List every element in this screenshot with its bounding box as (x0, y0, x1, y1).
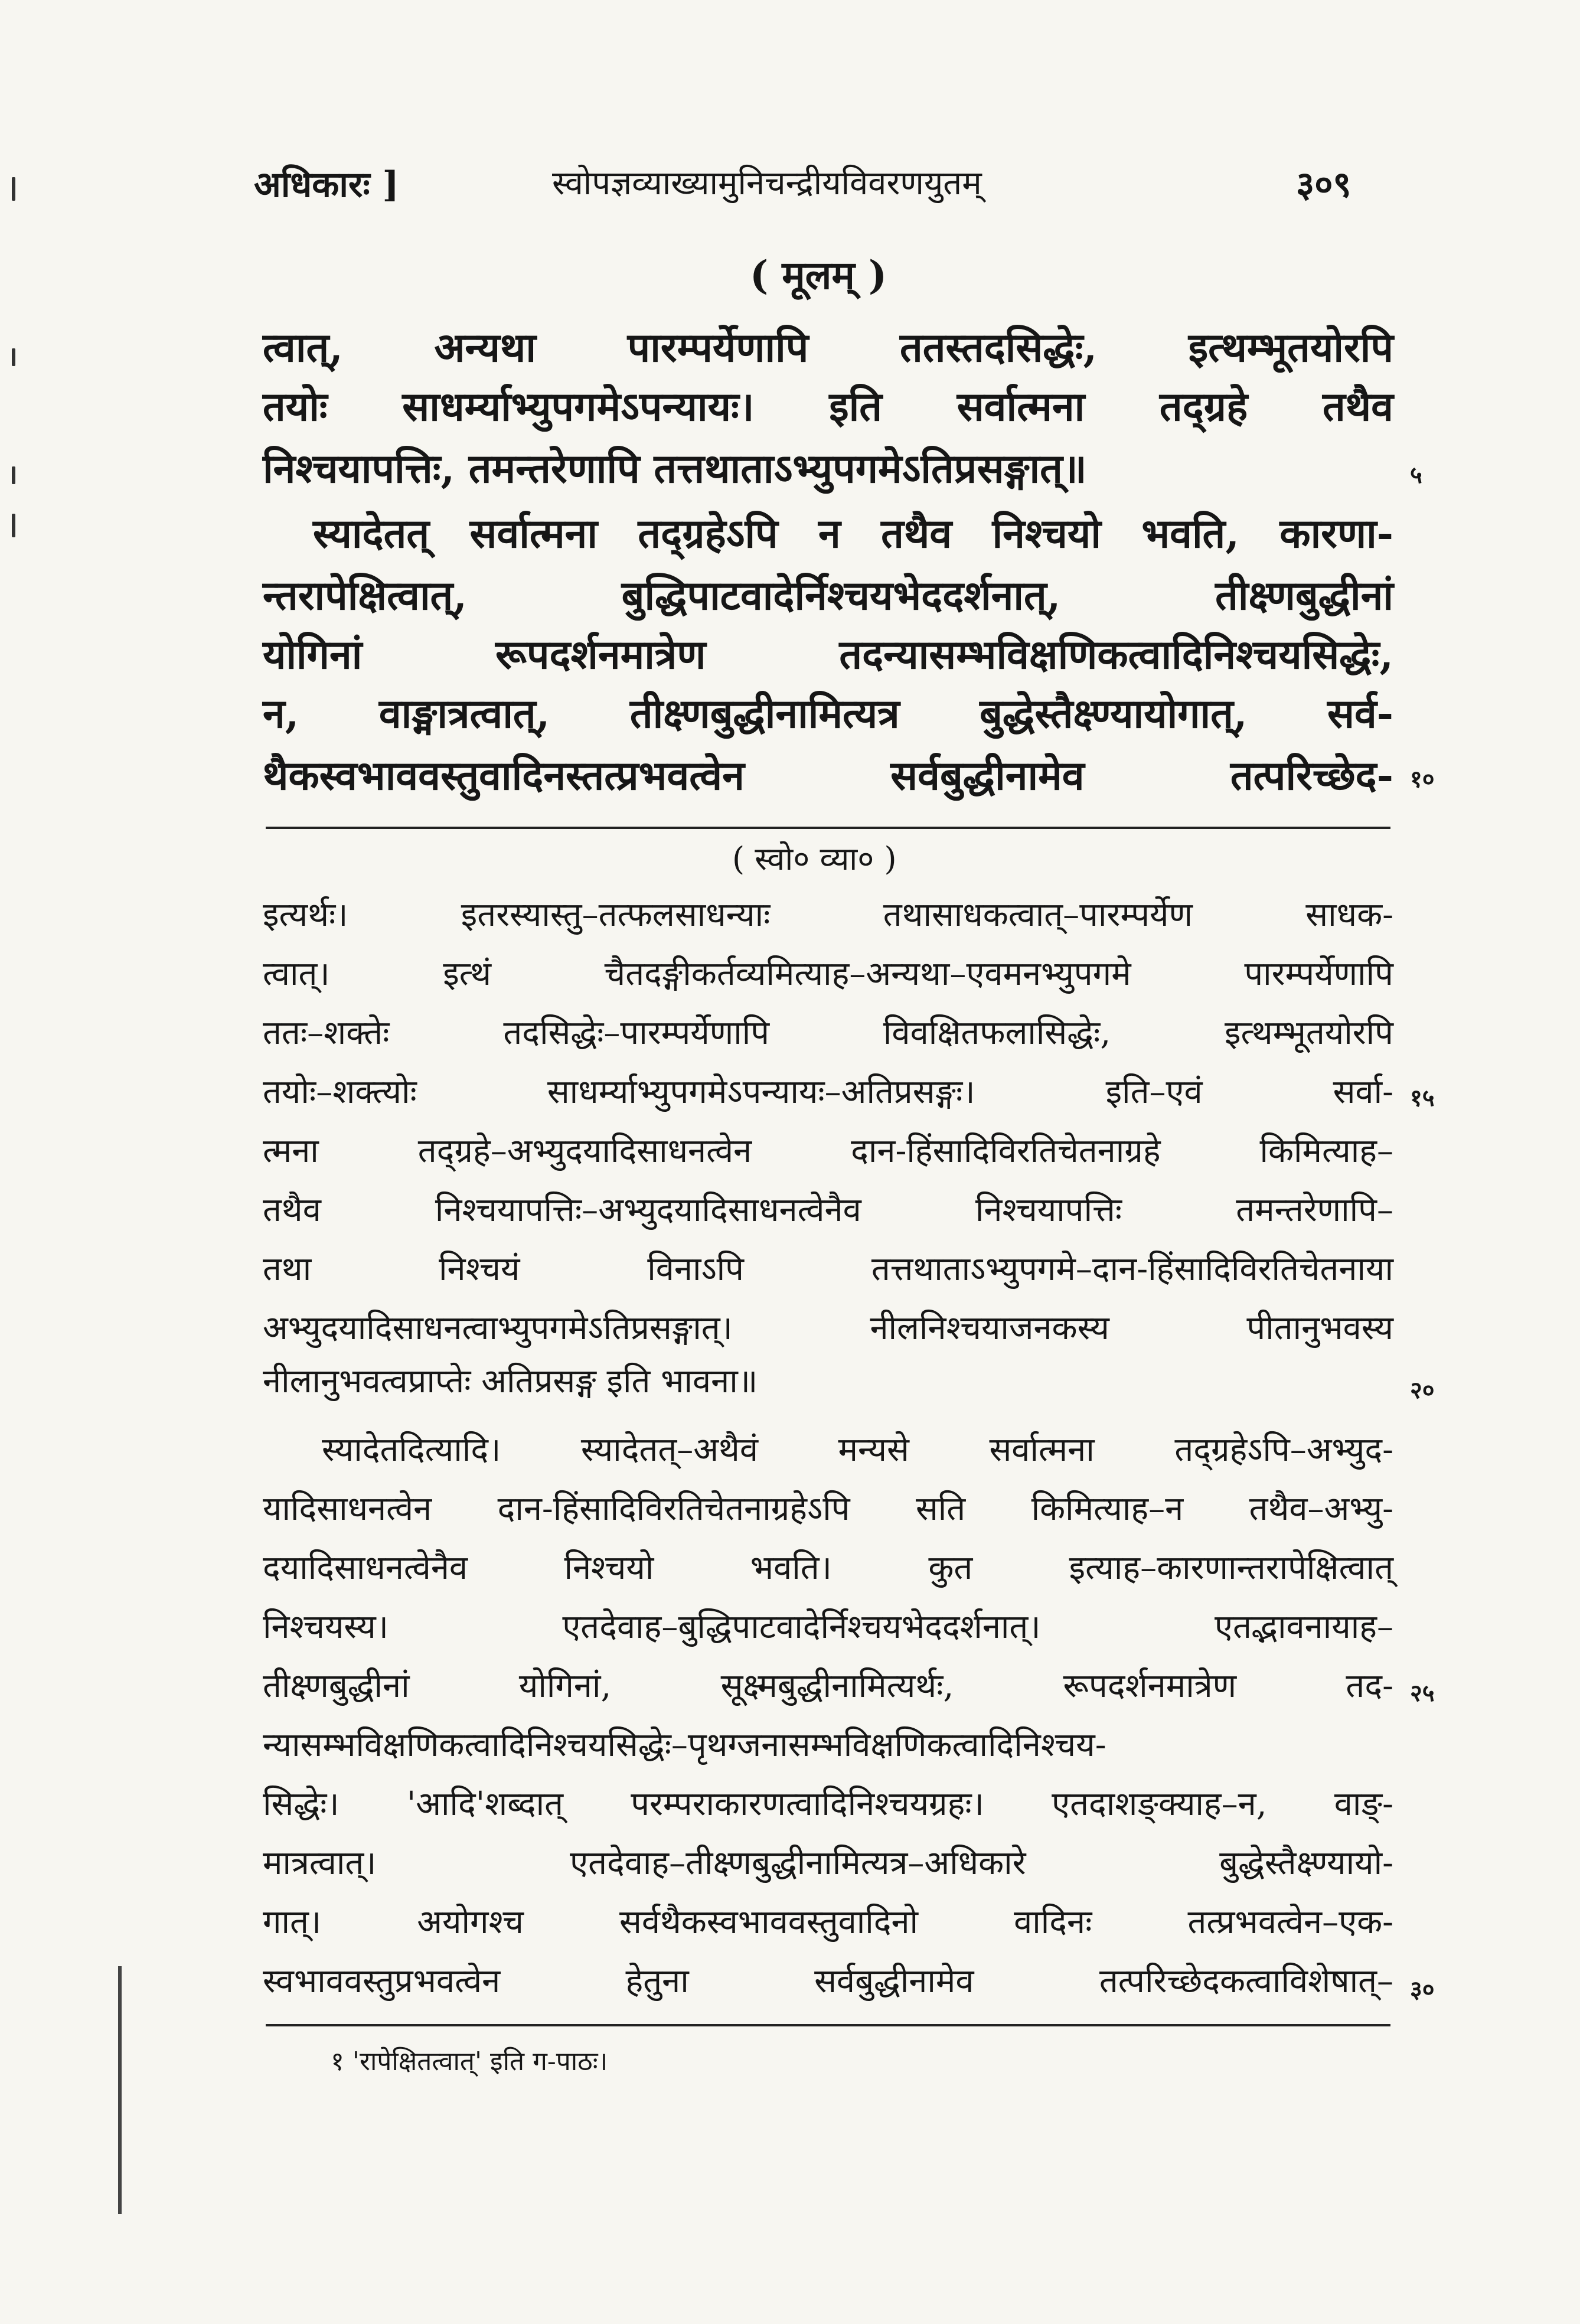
commentary-line: गात्। अयोगश्च सर्वथैकस्वभाववस्तुवादिनो वादिनः तत्प्रभवत्वेन–एक- (263, 1903, 1393, 1941)
footnote: १ 'रापेक्षितत्वात्' इति ग-पाठः। (331, 2046, 608, 2077)
line-number: ३० (1410, 1976, 1435, 2003)
commentary-line: न्यासम्भविक्षणिकत्वादिनिश्चयसिद्धेः–पृथग्जनासम्भविक्षणिकत्वादिनिश्चय- (263, 1726, 1106, 1764)
commentary-line: सिद्धेः। 'आदि'शब्दात् परम्पराकारणत्वादिनिश्चयग्रहः। एतदाशङ्क्याह–न, वाङ्- (263, 1785, 1393, 1823)
commentary-line: स्यादेतदित्यादि। स्यादेतत्–अथैवं मन्यसे सर्वात्मना तद्ग्रहेऽपि–अभ्युद- (322, 1431, 1393, 1469)
page-number: ३०९ (1296, 164, 1352, 205)
commentary-line: दयादिसाधनत्वेनैव निश्चयो भवति। कुत इत्याह–कारणान्तरापेक्षित्वात् (263, 1549, 1393, 1587)
mulam-line: न्तरापेक्षित्वात्, बुद्धिपाटवादेर्निश्चयभेददर्शनात्, तीक्ष्णबुद्धीनां (263, 572, 1393, 619)
mulam-line: निश्चयापत्तिः, तमन्तरेणापि तत्तथाताऽभ्युपगमेऽतिप्रसङ्गात्॥ (263, 445, 1087, 492)
commentary-line: तथा निश्चयं विनाऽपि तत्तथाताऽभ्युपगमे–दान-हिंसादिविरतिचेतनाया (263, 1250, 1393, 1288)
line-number: १५ (1410, 1084, 1435, 1112)
commentary-heading: ( स्वो० व्या० ) (732, 840, 897, 877)
binding-mark (12, 466, 15, 484)
commentary-line: नीलानुभवत्वप्राप्तेः अतिप्रसङ्ग इति भावना॥ (263, 1362, 758, 1401)
commentary-line: यादिसाधनत्वेन दान-हिंसादिविरतिचेतनाग्रहेऽपि सति किमित्याह–न तथैव–अभ्यु- (263, 1490, 1393, 1528)
commentary-line: निश्चयस्य। एतदेवाह–बुद्धिपाटवादेर्निश्चयभेददर्शनात्। एतद्भावनायाह– (263, 1608, 1393, 1646)
line-number: २५ (1410, 1679, 1435, 1707)
mulam-line: थैकस्वभाववस्तुवादिनस्तत्प्रभवत्वेन सर्वबुद्धीनामेव तत्परिच्छेद- (263, 752, 1393, 799)
header-center: स्वोपज्ञव्याख्यामुनिचन्द्रीयविवरणयुतम् (552, 164, 982, 203)
binding-mark (12, 348, 15, 366)
footnote-divider (266, 2024, 1390, 2026)
mulam-line: योगिनां रूपदर्शनमात्रेण तदन्यासम्भविक्षणिकत्वादिनिश्चयसिद्धेः, (263, 631, 1393, 678)
line-number: १० (1410, 765, 1435, 793)
commentary-line: तयोः–शक्त्योः साधर्म्याभ्युपगमेऽपन्यायः–अतिप्रसङ्गः। इति–एवं सर्वा- (263, 1073, 1393, 1111)
binding-edge-line (118, 1966, 122, 2214)
header-left: अधिकारः ] (254, 164, 399, 205)
commentary-line: तीक्ष्णबुद्धीनां योगिनां, सूक्ष्मबुद्धीनामित्यर्थः, रूपदर्शनमात्रेण तद- (263, 1667, 1393, 1705)
commentary-line: इत्यर्थः। इतरस्यास्तु–तत्फलसाधन्याः तथासाधकत्वात्–पारम्पर्येण साधक- (263, 896, 1393, 934)
commentary-line: त्वात्। इत्थं चैतदङ्गीकर्तव्यमित्याह–अन्यथा–एवमनभ्युपगमे पारम्पर्येणापि (263, 955, 1393, 993)
binding-mark (12, 514, 15, 537)
mulam-line: त्वात्, अन्यथा पारम्पर्येणापि ततस्तदसिद्धेः, इत्थम्भूतयोरपि (263, 324, 1393, 371)
section-divider (266, 827, 1390, 829)
line-number: २० (1410, 1376, 1435, 1404)
binding-mark (12, 177, 15, 201)
commentary-line: स्वभाववस्तुप्रभवत्वेन हेतुना सर्वबुद्धीनामेव तत्परिच्छेदकत्वाविशेषात्– (263, 1962, 1393, 2000)
commentary-line: मात्रत्वात्। एतदेवाह–तीक्ष्णबुद्धीनामित्यत्र–अधिकारे बुद्धेस्तैक्ष्ण्यायो- (263, 1844, 1393, 1882)
line-number: ५ (1410, 461, 1422, 489)
commentary-line: तथैव निश्चयापत्तिः–अभ्युदयादिसाधनत्वेनैव निश्चयापत्तिः तमन्तरेणापि– (263, 1191, 1393, 1229)
mulam-line: स्यादेतत् सर्वात्मना तद्ग्रहेऽपि न तथैव निश्चयो भवति, कारणा- (313, 510, 1393, 557)
commentary-line: अभ्युदयादिसाधनत्वाभ्युपगमेऽतिप्रसङ्गात्। नीलनिश्चयाजनकस्य पीतानुभवस्य (263, 1309, 1393, 1347)
commentary-line: त्मना तद्ग्रहे–अभ्युदयादिसाधनत्वेन दान-हिंसादिविरतिचेतनाग्रहे किमित्याह– (263, 1132, 1393, 1170)
mulam-heading: ( मूलम् ) (750, 252, 887, 298)
mulam-line: तयोः साधर्म्याभ्युपगमेऽपन्यायः। इति सर्वात्मना तद्ग्रहे तथैव (263, 383, 1393, 430)
commentary-line: ततः–शक्तेः तदसिद्धेः–पारम्पर्येणापि विवक्षितफलासिद्धेः, इत्थम्भूतयोरपि (263, 1014, 1393, 1052)
mulam-line: न, वाङ्मात्रत्वात्, तीक्ष्णबुद्धीनामित्यत्र बुद्धेस्तैक्ष्ण्यायोगात्, सर्व- (263, 690, 1393, 737)
